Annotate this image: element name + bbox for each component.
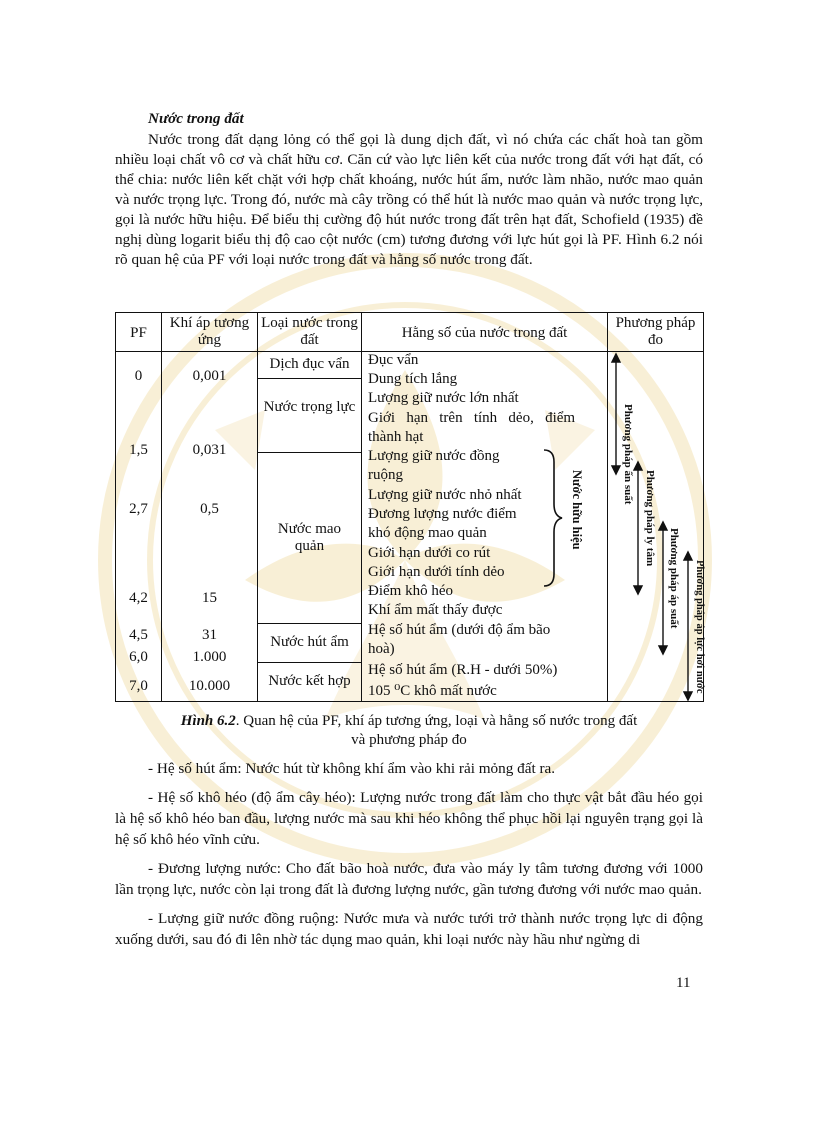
caption-text-line2: và phương pháp đo (351, 732, 467, 748)
method-label: Phương pháp ly tâm (644, 470, 656, 567)
definition-paragraph: - Hệ số khô héo (độ ẩm cây héo): Lượng nước trong đất làm cho thực vật bắt đầu héo gọi là hệ số khô héo ban đầu, lượng nước mà sau khi héo không thể phục hồi lại nguyên trạng gọi là hệ số khô héo vĩnh cửu. (115, 789, 703, 848)
constant-item: Khí ẩm mất thấy được (368, 602, 503, 618)
pressure-column (162, 352, 258, 702)
definition-paragraph: - Lượng giữ nước đồng ruộng: Nước mưa và nước tưới trở thành nước trọng lực di động xuống dưới, sau đó đi lên nhờ tác dụng mao quản, khi loại nước này hầu như ngừng di (115, 910, 703, 948)
definition-paragraph: - Hệ số hút ẩm: Nước hút từ không khí ẩm vào khi rải mỏng đất ra. (148, 760, 556, 777)
method-label: Phương pháp áp lực hơi nước (694, 560, 705, 694)
pf-value: 6,0 (129, 649, 148, 665)
header-pf: PF (116, 313, 162, 352)
pf-value: 4,5 (129, 627, 148, 643)
constant-item: Hệ số hút ẩm (dưới độ ẩm bão (368, 622, 551, 638)
pf-table (115, 312, 704, 702)
water-type-column (258, 352, 362, 702)
pressure-value: 10.000 (188, 678, 231, 694)
page-number: 11 (676, 975, 691, 991)
constant-item: Giới hạn dưới tính dẻo (368, 564, 505, 580)
pressure-value: 31 (202, 627, 217, 643)
constant-item: Giới hạn dưới co rút (368, 545, 491, 561)
water-type-suspension: Dịch đục vẩn (258, 352, 361, 379)
constant-item: khó động mao quản (368, 525, 487, 541)
constant-item: Điểm khô héo (368, 583, 453, 599)
pressure-value: 15 (202, 590, 217, 606)
pf-value: 1,5 (129, 442, 148, 458)
header-method: Phương pháp đo (608, 313, 704, 352)
constants-column (362, 352, 608, 702)
pf-value: 2,7 (129, 501, 148, 517)
pressure-value: 0,031 (192, 442, 227, 458)
definitions-block (115, 758, 703, 950)
constant-item: Hệ số hút ẩm (R.H - dưới 50%) (368, 662, 558, 678)
constant-item: thành hạt (368, 429, 424, 445)
constant-item: Đương lượng nước điểm (368, 506, 517, 522)
water-type-capillary: Nước mao quản (258, 453, 361, 624)
constant-item: Giới hạn trên tính dẻo, điểm (368, 410, 576, 426)
constant-item: hoà) (368, 641, 395, 657)
header-pressure: Khí áp tương ứng (162, 313, 258, 352)
pf-value: 4,2 (129, 590, 148, 606)
pressure-value: 0,001 (192, 368, 227, 384)
figure-caption (115, 712, 703, 750)
method-label: Phương pháp ấn suất (622, 404, 634, 505)
pf-column (116, 352, 162, 702)
method-label: Phương pháp áp suất (668, 528, 680, 629)
water-type-hygroscopic: Nước hút ẩm (258, 624, 361, 663)
section-title: Nước trong đất (148, 110, 244, 127)
intro-paragraph: Nước trong đất dạng lỏng có thể gọi là dung dịch đất, vì nó chứa các chất hoà tan gồm nhiều loại chất vô cơ và chất hữu cơ. Căn cứ vào lực liên kết của nước trong đất với hạt đất, có thể chia: nước liên kết chặt với hợp chất khoáng, nước hút ẩm, nước làm nhão, nước mao quản và nước trọng lực. Trong đó, nước mà cây trồng có thể hút là nước mao quản và nước trọng lực, gọi là nước hữu hiệu. Để biểu thị cường độ hút nước trong đất trên hạt đất, Schofield (1935) đề nghị dùng logarit biểu thị độ cao cột nước (cm) tương đương với lực hút gọi là PF. Hình 6.2 nói rõ quan hệ của PF với loại nước trong đất và hằng số nước trong đất. (115, 131, 703, 268)
constant-item: Đục vẩn (368, 352, 419, 368)
pf-value: 0 (134, 368, 143, 384)
constant-item: Dung tích lắng (368, 371, 458, 387)
header-constants: Hằng số của nước trong đất (362, 313, 608, 352)
useful-water-brace (542, 448, 564, 588)
definition-paragraph: - Đương lượng nước: Cho đất bão hoà nước, đưa vào máy ly tâm tương đương với 1000 lần trọng lực, nước còn lại trong đất là đương lượng nước, gần tương đương với nước mao quản. (115, 860, 703, 898)
constant-item: 105 ⁰C khô mất nước (368, 683, 497, 699)
constant-item: Lượng giữ nước đồng (368, 448, 500, 464)
useful-water-label: Nước hữu hiệu (570, 470, 584, 550)
method-column (608, 352, 704, 702)
constant-item: Lượng giữ nước lớn nhất (368, 390, 519, 406)
caption-label: Hình 6.2 (180, 713, 236, 729)
pressure-value: 0,5 (200, 501, 219, 517)
caption-text: . Quan hệ của PF, khí áp tương ứng, loại và hằng số nước trong đất (235, 713, 638, 729)
pf-value: 7,0 (129, 678, 148, 694)
water-type-bound: Nước kết hợp (268, 673, 351, 689)
header-water-type: Loại nước trong đất (258, 313, 362, 352)
constant-item: Lượng giữ nước nhỏ nhất (368, 487, 522, 503)
document-page (115, 110, 705, 948)
pressure-value: 1.000 (192, 649, 227, 665)
constant-item: ruộng (368, 467, 403, 483)
water-type-gravity: Nước trọng lực (258, 379, 361, 453)
